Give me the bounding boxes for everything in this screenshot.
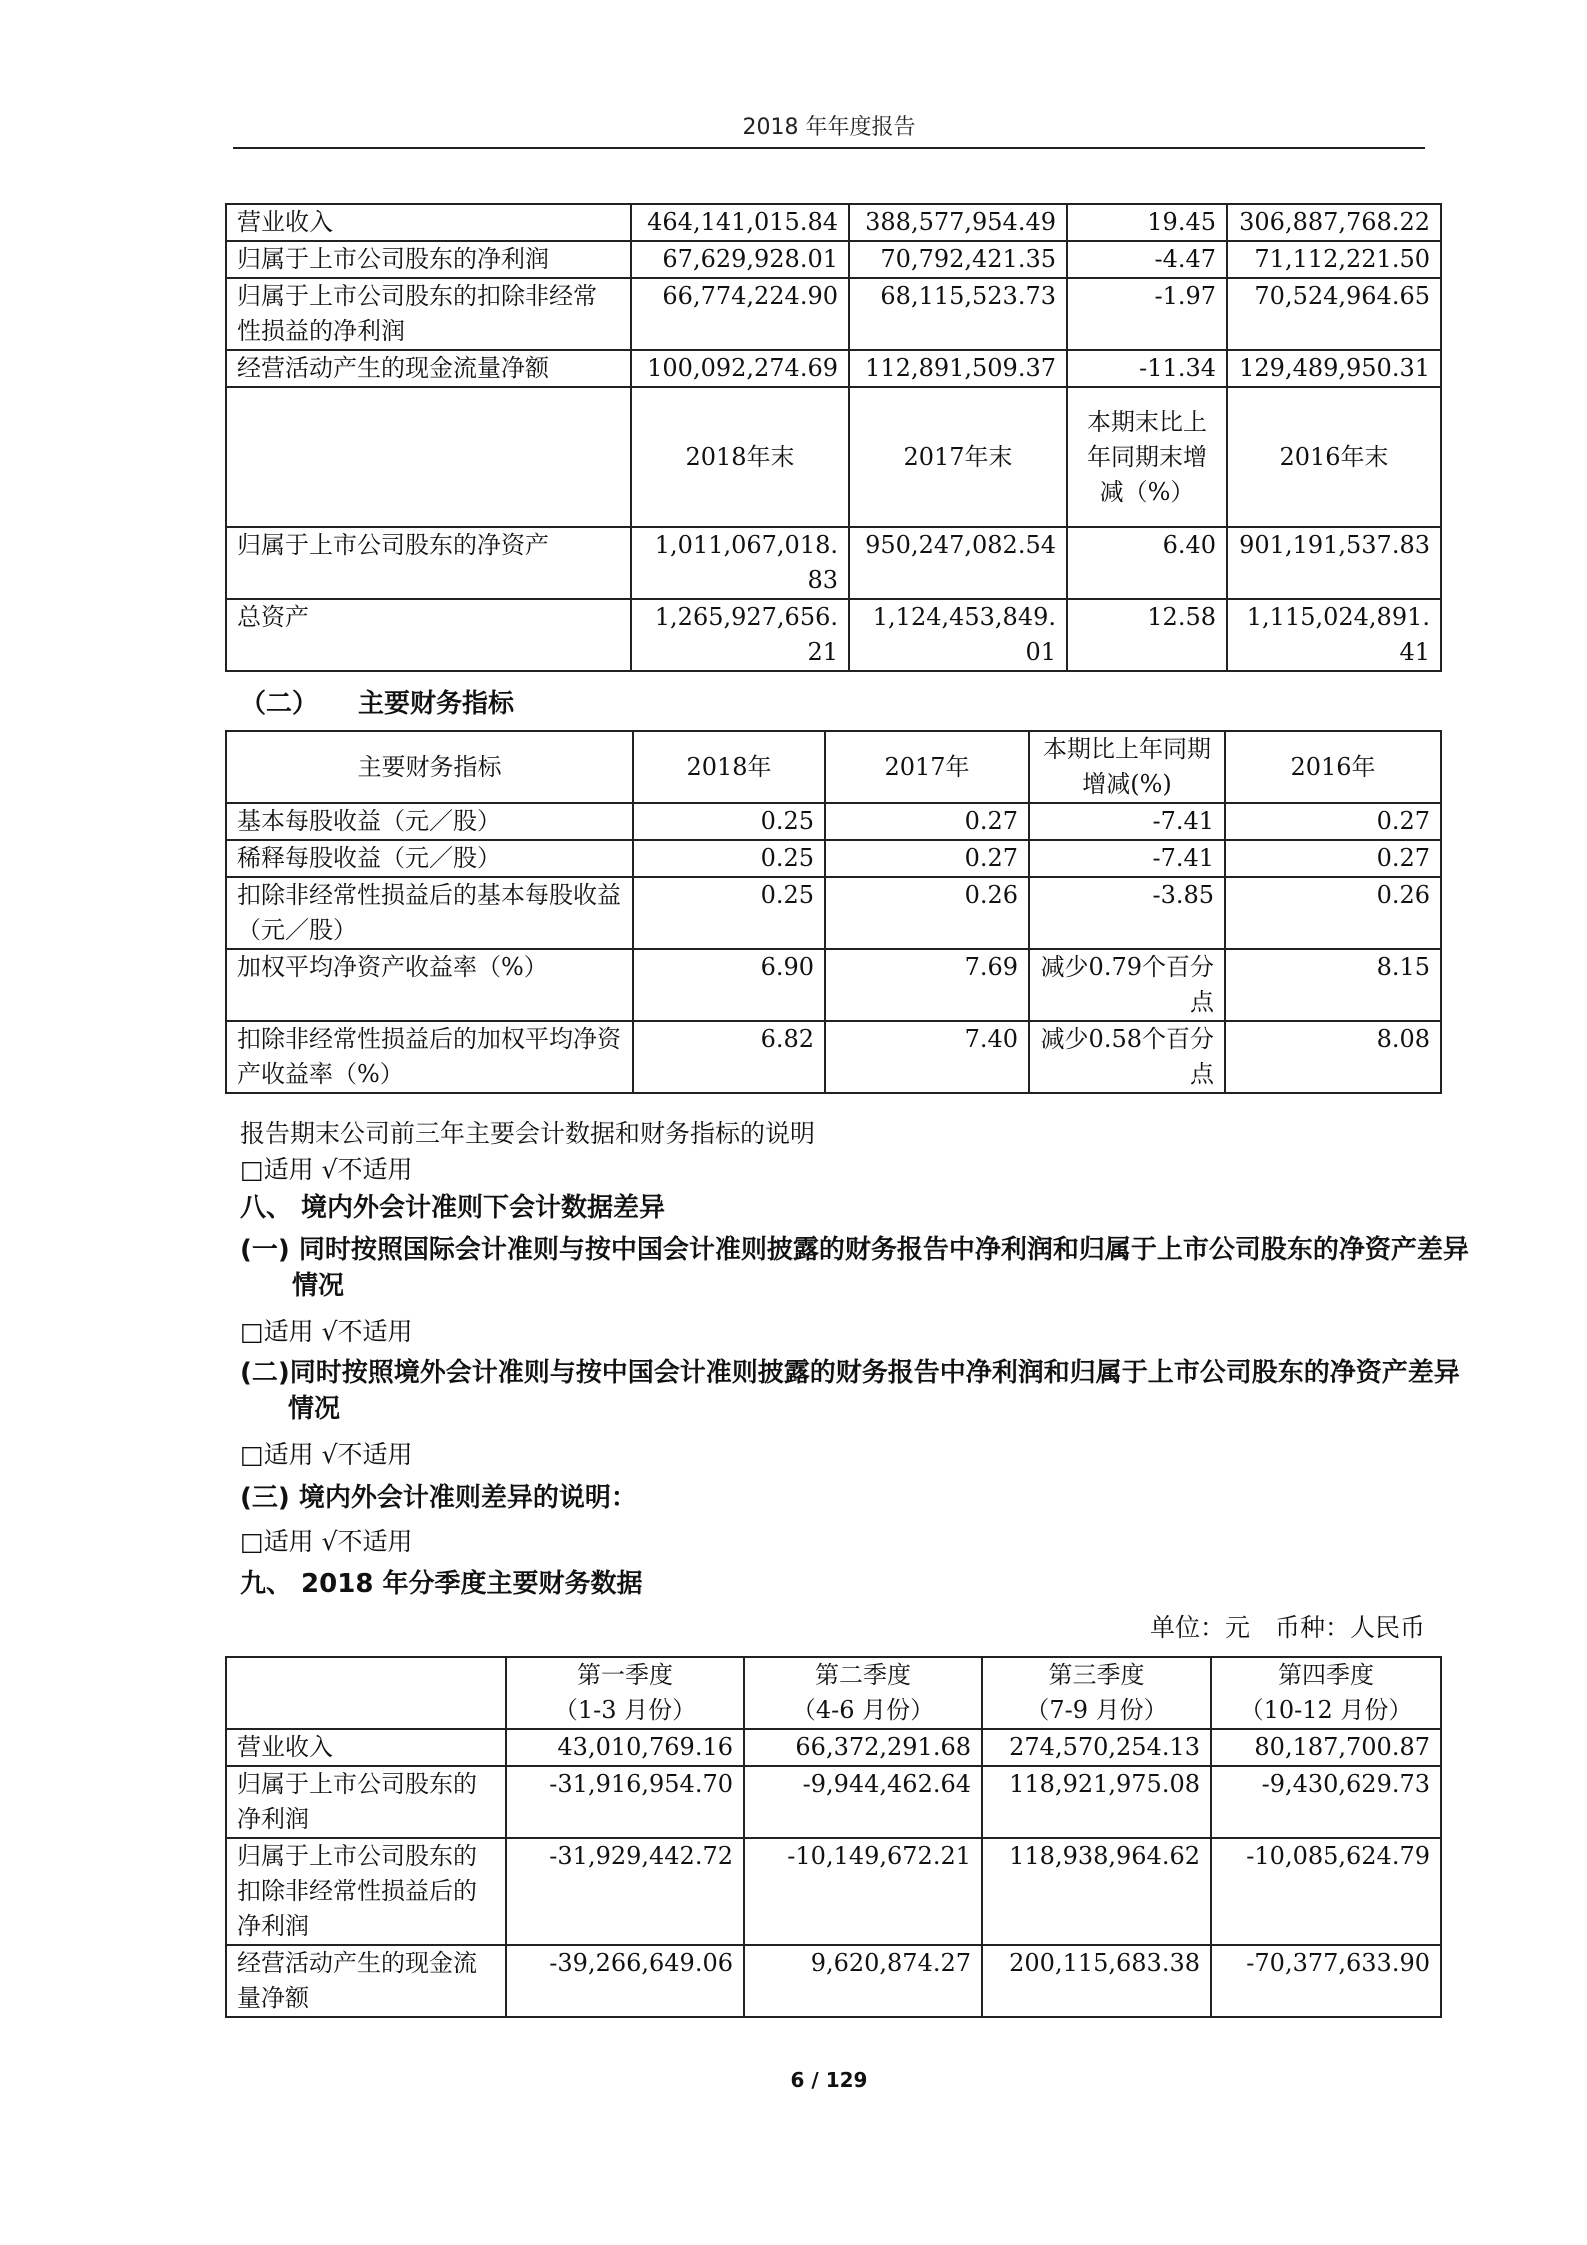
value-change: 6.40 [1067,527,1227,599]
value-q1: -31,916,954.70 [506,1766,744,1838]
value-2017: 950,247,082.54 [849,527,1067,599]
unit-note: 单位：元 币种：人民币 [1149,1613,1425,1642]
value-2017: 388,577,954.49 [849,204,1067,241]
table-row [226,599,1441,671]
table-row [226,278,1441,350]
value-2018: 0.25 [633,803,825,840]
value-q1: 43,010,769.16 [506,1729,744,1766]
applicability-note: □适用 √不适用 [240,1527,413,1556]
value-2017: 68,115,523.73 [849,278,1067,350]
value-q3: 118,921,975.08 [982,1766,1211,1838]
table-row [226,1021,1441,1093]
explain-title: 报告期末公司前三年主要会计数据和财务指标的说明 [240,1119,816,1148]
key-accounting-data-table [225,203,1442,672]
value-q3: 200,115,683.38 [982,1945,1211,2017]
key-financial-indicators-table [225,730,1442,1094]
value-q3: 118,938,964.62 [982,1838,1211,1945]
row-label: 营业收入 [226,1729,506,1766]
value-2017: 0.26 [825,877,1029,949]
col-indicator: 主要财务指标 [226,731,633,803]
section-2-number: （二） [240,689,319,719]
value-change: -7.41 [1029,803,1225,840]
section-2-heading [240,686,514,722]
row-label: 加权平均净资产收益率（%） [226,949,633,1021]
value-q4: 80,187,700.87 [1211,1729,1441,1766]
value-2016: 0.26 [1225,877,1441,949]
value-change: 19.45 [1067,204,1227,241]
value-2016: 129,489,950.31 [1227,350,1441,387]
col-q3 [982,1657,1211,1729]
section-8-3-heading: (三) 境内外会计准则差异的说明： [240,1483,637,1513]
value-q2: -9,944,462.64 [744,1766,982,1838]
row-label: 总资产 [226,599,631,671]
col-2018: 2018年 [633,731,825,803]
table-row [226,350,1441,387]
table-row [226,949,1441,1021]
q2-name: 第二季度 [815,1661,911,1689]
col-2018-end: 2018年末 [631,387,849,527]
table-row [226,1945,1441,2017]
quarterly-data-table [225,1656,1442,2018]
value-2017: 70,792,421.35 [849,241,1067,278]
table-row [226,527,1441,599]
header-rule [233,147,1425,149]
row-label: 归属于上市公司股东的净利润 [226,241,631,278]
value-2017: 0.27 [825,840,1029,877]
table-row [226,1838,1441,1945]
row-label: 营业收入 [226,204,631,241]
applicability-note: □适用 √不适用 [240,1317,413,1346]
table-header-row [226,1657,1441,1729]
table-row [226,241,1441,278]
table-row [226,1766,1441,1838]
value-change: -7.41 [1029,840,1225,877]
table-row [226,1729,1441,1766]
value-change: -1.97 [1067,278,1227,350]
row-label: 稀释每股收益（元／股） [226,840,633,877]
value-2016: 0.27 [1225,803,1441,840]
value-q2: -10,149,672.21 [744,1838,982,1945]
q4-name: 第四季度 [1278,1661,1374,1689]
q3-name: 第三季度 [1048,1661,1145,1689]
section-8-1-heading: (一) 同时按照国际会计准则与按中国会计准则披露的财务报告中净利润和归属于上市公司股东的净资产差异情况 [240,1235,1469,1301]
value-2018: 67,629,928.01 [631,241,849,278]
value-change: -11.34 [1067,350,1227,387]
value-2016: 8.08 [1225,1021,1441,1093]
value-change: 减少0.79个百分点 [1029,949,1225,1021]
value-2018: 6.82 [633,1021,825,1093]
value-2018: 0.25 [633,840,825,877]
value-2017: 7.69 [825,949,1029,1021]
col-2016: 2016年 [1225,731,1441,803]
value-q4: -70,377,633.90 [1211,1945,1441,2017]
value-2016: 901,191,537.83 [1227,527,1441,599]
applicability-note: □适用 √不适用 [240,1440,413,1469]
value-2018: 1,265,927,656.21 [631,599,849,671]
value-q2: 9,620,874.27 [744,1945,982,2017]
row-label: 归属于上市公司股东的净资产 [226,527,631,599]
value-q4: -10,085,624.79 [1211,1838,1441,1945]
value-2017: 0.27 [825,803,1029,840]
value-q1: -39,266,649.06 [506,1945,744,2017]
section-8-2-heading: (二)同时按照境外会计准则与按中国会计准则披露的财务报告中净利润和归属于上市公司股东的净资产差异情况 [240,1358,1460,1424]
row-label: 经营活动产生的现金流量净额 [226,350,631,387]
row-label: 归属于上市公司股东的扣除非经常性损益后的净利润 [226,1838,506,1945]
page-number: 6 / 129 [790,2068,868,2092]
table-row [226,204,1441,241]
col-q1 [506,1657,744,1729]
page-header: 2018 年年度报告 [742,115,916,140]
q1-range: （1-3 月份） [553,1696,697,1724]
value-2016: 8.15 [1225,949,1441,1021]
value-2016: 306,887,768.22 [1227,204,1441,241]
value-2017: 112,891,509.37 [849,350,1067,387]
value-q3: 274,570,254.13 [982,1729,1211,1766]
row-label: 归属于上市公司股东的净利润 [226,1766,506,1838]
section-2-title: 主要财务指标 [358,689,515,719]
value-2018: 6.90 [633,949,825,1021]
value-q2: 66,372,291.68 [744,1729,982,1766]
empty-cell [226,1657,506,1729]
table-header-row [226,731,1441,803]
col-2017-end: 2017年末 [849,387,1067,527]
table-row [226,803,1441,840]
value-change: -3.85 [1029,877,1225,949]
value-change: -4.47 [1067,241,1227,278]
col-change: 本期末比上年同期末增减（%） [1067,387,1227,527]
q3-range: （7-9 月份） [1025,1696,1168,1724]
table-row [226,840,1441,877]
value-change: 减少0.58个百分点 [1029,1021,1225,1093]
value-2018: 66,774,224.90 [631,278,849,350]
value-2016: 71,112,221.50 [1227,241,1441,278]
value-2017: 7.40 [825,1021,1029,1093]
value-2016: 0.27 [1225,840,1441,877]
value-change: 12.58 [1067,599,1227,671]
value-q1: -31,929,442.72 [506,1838,744,1945]
value-2018: 464,141,015.84 [631,204,849,241]
row-label: 归属于上市公司股东的扣除非经常性损益的净利润 [226,278,631,350]
applicability-note: □适用 √不适用 [240,1155,413,1184]
table-row [226,877,1441,949]
q4-range: （10-12 月份） [1239,1696,1413,1724]
col-2016-end: 2016年末 [1227,387,1441,527]
row-label: 基本每股收益（元／股） [226,803,633,840]
col-q2 [744,1657,982,1729]
value-q4: -9,430,629.73 [1211,1766,1441,1838]
col-2017: 2017年 [825,731,1029,803]
table-subheader-row [226,387,1441,527]
value-2018: 1,011,067,018.83 [631,527,849,599]
value-2016: 1,115,024,891.41 [1227,599,1441,671]
q2-range: （4-6 月份） [791,1696,935,1724]
value-2016: 70,524,964.65 [1227,278,1441,350]
col-q4 [1211,1657,1441,1729]
empty-cell [226,387,631,527]
row-label: 扣除非经常性损益后的加权平均净资产收益率（%） [226,1021,633,1093]
row-label: 扣除非经常性损益后的基本每股收益（元／股） [226,877,633,949]
value-2018: 100,092,274.69 [631,350,849,387]
value-2018: 0.25 [633,877,825,949]
section-9-heading: 九、 2018 年分季度主要财务数据 [240,1569,643,1599]
value-2017: 1,124,453,849.01 [849,599,1067,671]
section-8-heading: 八、 境内外会计准则下会计数据差异 [240,1193,666,1223]
col-change: 本期比上年同期增减(%) [1029,731,1225,803]
row-label: 经营活动产生的现金流量净额 [226,1945,506,2017]
q1-name: 第一季度 [577,1661,673,1689]
